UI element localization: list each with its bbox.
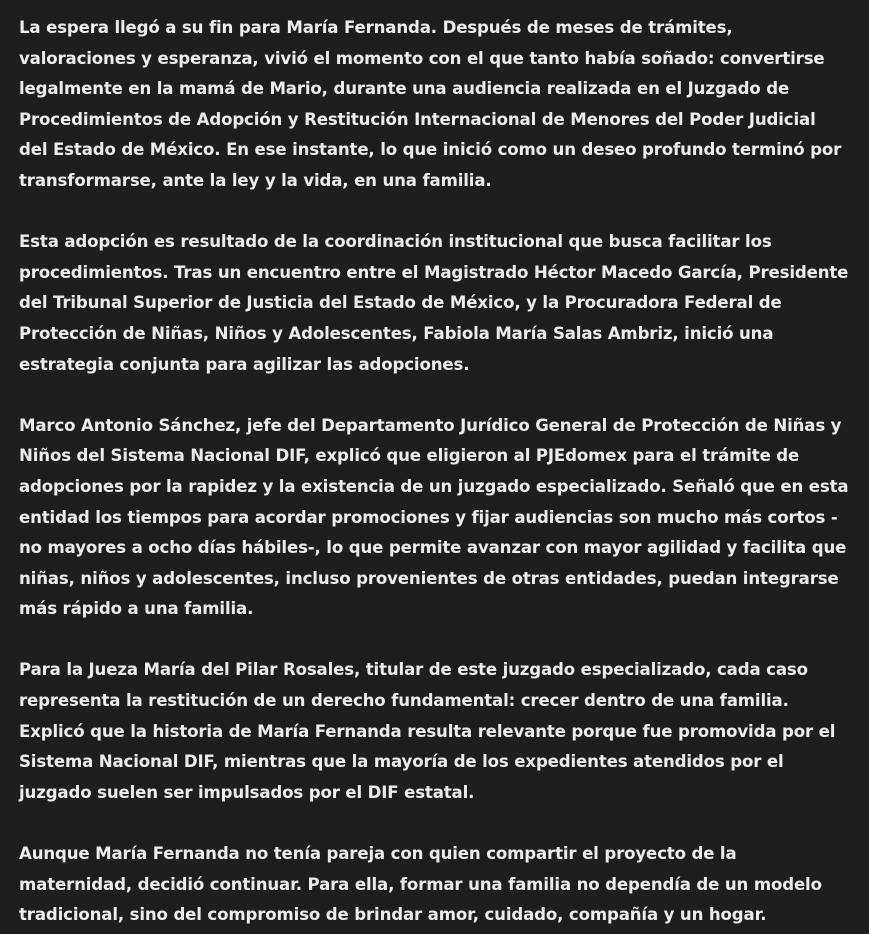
article-paragraph-5: Aunque María Fernanda no tenía pareja con quien compartir el proyecto de la maternidad, decidió continuar. Para ella, formar una familia no dependía de un modelo tradicional, sino del compromiso de brindar amor, cuidado, compañía y un hogar.	[19, 844, 822, 925]
article-paragraph-3: Marco Antonio Sánchez, jefe del Departamento Jurídico General de Protección de Niñas y Niños del Sistema Nacional DIF, explicó que eligieron al PJEdomex para el trámite de adopciones por la rapidez y la existencia de un juzgado especializado. Señaló que en esta entidad los tiempos para acordar promociones y fijar audiencias son mucho más cortos -no mayores a ocho días hábiles-, lo que permite avanzar con mayor agilidad y facilita que niñas, niños y adolescentes, incluso provenientes de otras entidades, puedan integrarse más rápido a una familia.	[19, 415, 849, 619]
article-paragraph-1: La espera llegó a su fin para María Fernanda. Después de meses de trámites, valoraciones y esperanza, vivió el momento con el que tanto había soñado: convertirse legalmente en la mamá de Mario, durante una audiencia realizada en el Juzgado de Procedimientos de Adopción y Restitución Internacional de Menores del Poder Judicial del Estado de México. En ese instante, lo que inició como un deseo profundo terminó por transformarse, ante la ley y la vida, en una familia.	[19, 18, 842, 190]
article-paragraph-2: Esta adopción es resultado de la coordinación institucional que busca facilitar los procedimientos. Tras un encuentro entre el Magistrado Héctor Macedo García, Presidente del Tribunal Superior de Justicia del Estado de México, y la Procuradora Federal de Protección de Niñas, Niños y Adolescentes, Fabiola María Salas Ambriz, inició una estrategia conjunta para agilizar las adopciones.	[19, 232, 849, 374]
article-paragraph-4: Para la Jueza María del Pilar Rosales, titular de este juzgado especializado, cada caso representa la restitución de un derecho fundamental: crecer dentro de una familia. Explicó que la historia de María Fernanda resulta relevante porque fue promovida por el Sistema Nacional DIF, mientras que la mayoría de los expedientes atendidos por el juzgado suelen ser impulsados por el DIF estatal.	[19, 660, 836, 802]
